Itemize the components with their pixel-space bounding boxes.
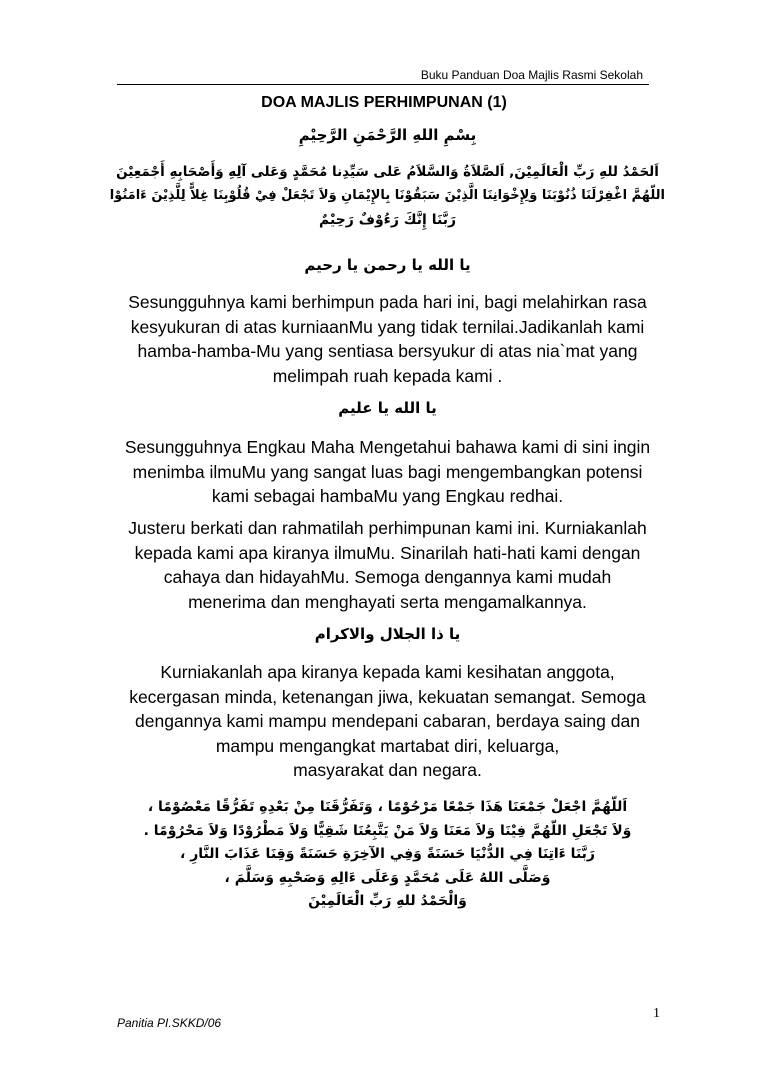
paragraph-line: mampu mengangkat martabat diri, keluarga, <box>215 735 560 756</box>
invocation-text: يا الله يا عليم <box>338 399 437 417</box>
opening-arabic-prayer <box>110 160 665 232</box>
paragraph-line: dengannya kami mampu mendepani cabaran, berdaya saing dan <box>135 711 640 731</box>
arabic-line: وَصَلَّى اللهُ عَلَى مُحَمَّدٍ وَعَلَى ءَالِهِ وَصَحْبِهِ وَسَلَّمَ ، <box>224 869 551 886</box>
paragraph-3 <box>110 516 665 614</box>
paragraph-line: kecergasan minda, ketenangan jiwa, kekuatan semangat. Semoga <box>129 686 646 707</box>
basmalah <box>110 124 665 147</box>
arabic-line: اللّهُمَّ اغْفِرْلَنَا ذُنُوْبَنَا وَلِإِخْوَانِنَا الَّذِيْنَ سَبَقُوْنَا بِالإِيْمَانِ وَلاَ تَجْعَلْ فِيْ قُلُوْبِنَا غِلاًّ لِلَّذِيْنَ ءَامَنُوْا <box>109 188 665 203</box>
arabic-line: وَلاَ تَجْعَلِ اللّهُمَّ فِيْنَا وَلاَ مَعَنَا وَلاَ مَنْ يَتَّبِعُنَا شَقِيًّا وَلاَ مَطْرُوْدًا وَلاَ مَحْرُوْمًا . <box>143 822 632 839</box>
invocation-ya-alim <box>110 397 665 420</box>
paragraph-line: Sesungguhnya Engkau Maha Mengetahui bahawa kami di sini ingin <box>124 437 651 457</box>
paragraph-line: Kurniakanlah apa kiranya kepada kami kesihatan anggota, <box>160 662 615 682</box>
paragraph-line: menerima dan menghayati serta mengamalkannya. <box>188 591 587 612</box>
invocation-text: يا الله يا رحمن يا رحيم <box>304 256 471 274</box>
arabic-line: رَبَّنَا إِنَّكَ رَءُوْفٌ رَحِيْمٌ <box>318 212 457 228</box>
paragraph-line: hamba-hamba-Mu yang sentiasa bersyukur di atas nia`mat yang <box>137 341 638 361</box>
invocation-text: يا ذا الجلال والاكرام <box>314 625 461 643</box>
paragraph-line: melimpah ruah kepada kami . <box>272 365 503 386</box>
arabic-line: اَلحَمْدُ للهِ رَبِّ الْعَالَمِيْنَ, اَلصَّلاَةُ وَالسَّلاَمُ عَلى سَيِّدِنا مُحَمَّدٍ وَعَلى آلِهِ وَأَصْحَابِهِ أَجْمَعِيْنَ <box>116 164 659 180</box>
document-title: DOA MAJLIS PERHIMPUNAN (1) <box>261 94 507 111</box>
paragraph-line: kesyukuran di atas kurniaanMu yang tidak ternilai.Jadikanlah kami <box>130 316 645 337</box>
paragraph-line: masyarakat dan negara. <box>293 760 482 780</box>
paragraph-line: Justeru berkati dan rahmatilah perhimpunan kami ini. Kurniakanlah <box>128 518 647 538</box>
closing-arabic-prayer <box>110 796 665 914</box>
header-rule <box>117 84 649 85</box>
arabic-line: وَالْحَمْدُ للهِ رَبِّ الْعَالَمِيْنَ <box>308 893 467 909</box>
invocation-dzal-jalal <box>110 623 665 646</box>
paragraph-line: kepada kami apa kiranya ilmuMu. Sinarilah hati-hati kami dengan <box>134 542 641 563</box>
paragraph-4 <box>110 660 665 783</box>
paragraph-line: Sesungguhnya kami berhimpun pada hari ini, bagi melahirkan rasa <box>128 292 647 312</box>
arabic-line: اَللّهُمَّ اجْعَلْ جَمْعَنَا هَذَا جَمْعًا مَرْحُوْمًا ، وَتَفَرُّقَنَا مِنْ بَعْدِهِ تَفَرُّقًا مَعْصُوْمًا ، <box>147 799 628 815</box>
basmalah-text: بِسْمِ اللهِ الرَّحْمَنِ الرَّحِيْمِ <box>298 126 477 144</box>
paragraph-line: kami sebagai hambaMu yang Engkau redhai. <box>211 486 564 506</box>
page-number: 1 <box>653 1006 660 1021</box>
page-header-title: Buku Panduan Doa Majlis Rasmi Sekolah <box>420 68 643 82</box>
paragraph-line: menimba ilmuMu yang sangat luas bagi mengembangkan potensi <box>132 461 643 482</box>
invocation-ya-rahman <box>110 254 665 277</box>
footer-committee: Panitia PI.SKKD/06 <box>117 1016 222 1030</box>
paragraph-2 <box>110 435 665 509</box>
paragraph-1 <box>110 290 665 388</box>
paragraph-line: cahaya dan hidayahMu. Semoga dengannya kami mudah <box>163 567 612 587</box>
arabic-line: رَبَّنَا ءَاتِنَا فِي الدُّنْيَا حَسَنَةً وَفِي الآخِرَةِ حَسَنَةً وَقِنَا عَذَابَ النَّارِ ، <box>180 846 595 862</box>
